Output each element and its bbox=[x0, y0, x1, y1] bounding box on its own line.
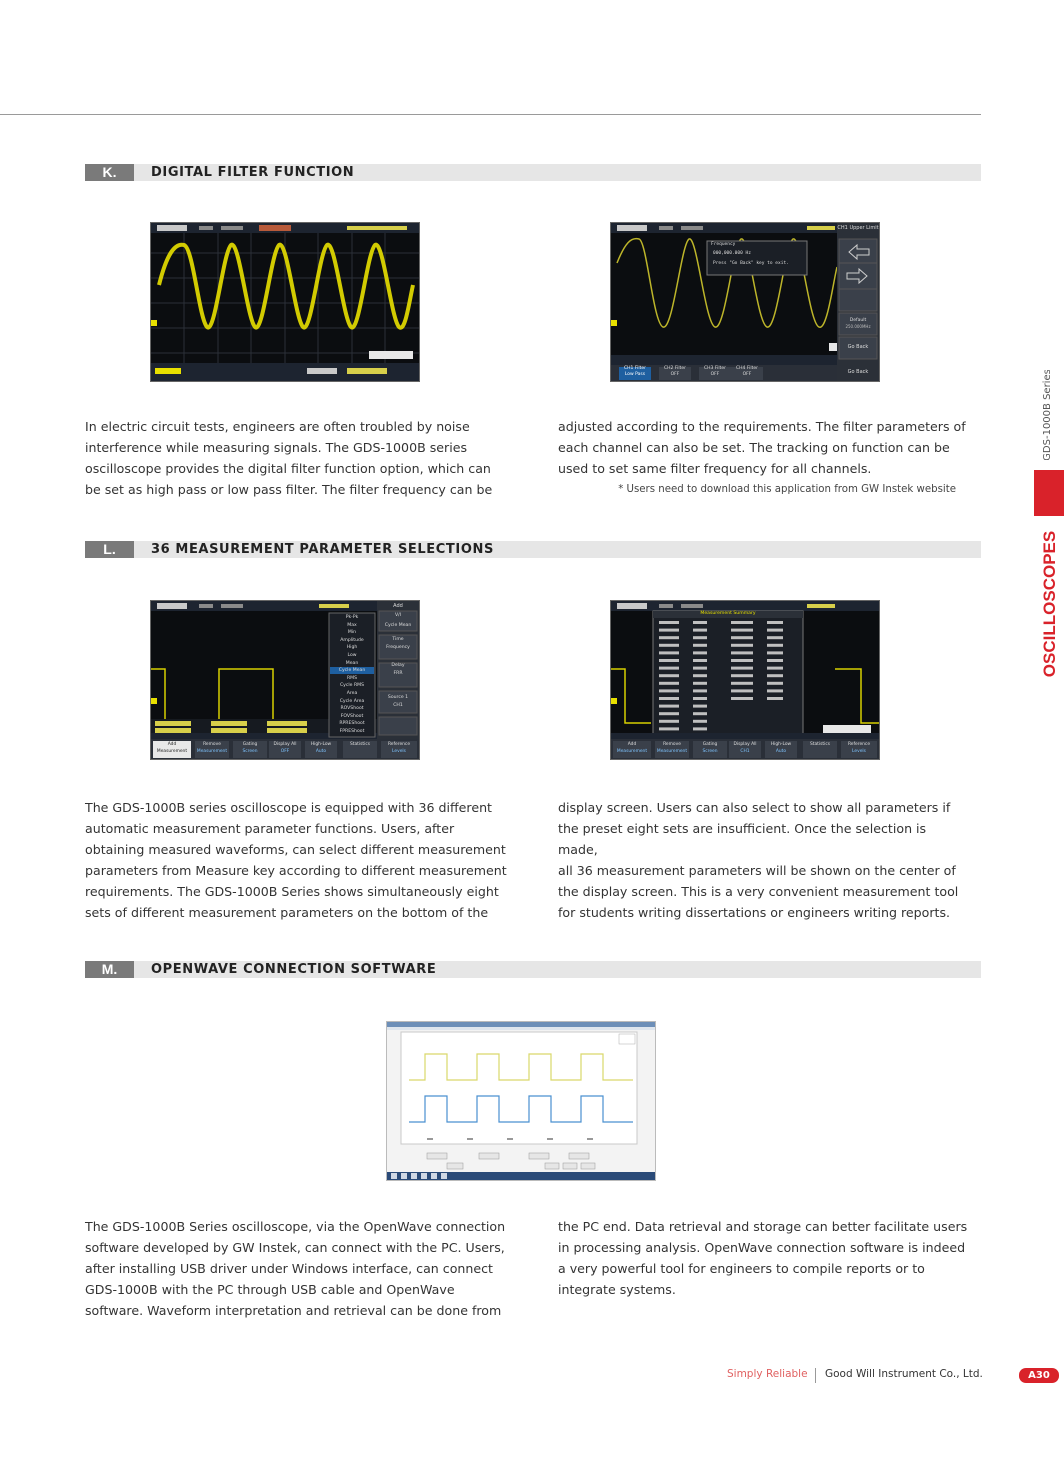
measure-item: Mean bbox=[345, 660, 359, 666]
softkey bbox=[803, 742, 837, 749]
default-value: 250.000MHz bbox=[845, 324, 871, 329]
section-letter-k: K. bbox=[85, 164, 134, 181]
softkey-label: High-Low bbox=[770, 742, 792, 747]
text-line: be set as high pass or low pass filter. The filter frequency can be bbox=[85, 482, 493, 497]
text-line: automatic measurement parameter functions. Users, after bbox=[85, 821, 455, 836]
text-line: The GDS-1000B Series oscilloscope, via the OpenWave connection bbox=[85, 1219, 506, 1234]
softkey-label: Gating bbox=[702, 742, 718, 747]
summary-cell bbox=[693, 674, 707, 677]
summary-cell bbox=[731, 621, 753, 624]
text-line: parameters from Measure key according to different measurement bbox=[85, 863, 507, 878]
measure-item: Low bbox=[347, 652, 357, 658]
summary-cell bbox=[659, 705, 679, 708]
softkey bbox=[729, 742, 761, 755]
softkey bbox=[613, 742, 651, 755]
measure-side-label: V/I bbox=[394, 613, 402, 618]
summary-cell bbox=[731, 689, 753, 692]
text-line: display screen. Users can also select to show all parameters if bbox=[558, 800, 951, 815]
measure-item: ROVShoot bbox=[340, 706, 364, 712]
download-note: * Users need to download this application from GW Instek website bbox=[618, 484, 956, 495]
softkey-value: Levels bbox=[392, 748, 406, 754]
softkey-label: Add bbox=[167, 742, 177, 747]
section-k-left-text bbox=[85, 416, 525, 500]
measure-item: Amplitude bbox=[340, 637, 364, 643]
measure-bottom-keys bbox=[151, 741, 419, 758]
measure-side-label: Source 1 bbox=[387, 695, 409, 700]
summary-cell bbox=[659, 651, 679, 654]
softkey bbox=[765, 742, 797, 755]
softkey-value: Measurement bbox=[196, 748, 228, 754]
softkey bbox=[655, 742, 689, 755]
softkey bbox=[195, 742, 229, 755]
measure-item-list bbox=[329, 614, 375, 736]
softkey-label: Add bbox=[627, 742, 637, 747]
text-line: requirements. The GDS-1000B Series shows simultaneously eight bbox=[85, 884, 499, 899]
softkey-value: Measurement bbox=[616, 748, 648, 754]
measure-side-label: Delay bbox=[391, 663, 405, 668]
summary-cell bbox=[731, 629, 753, 632]
text-line: obtaining measured waveforms, can select different measurement bbox=[85, 842, 506, 857]
text-line: for students writing dissertations or engineers writing reports. bbox=[558, 905, 951, 920]
text-line: oscilloscope provides the digital filter function option, which can bbox=[85, 461, 491, 476]
summary-cell bbox=[693, 621, 707, 624]
summary-cell bbox=[659, 712, 679, 715]
softkey-value: OFF bbox=[280, 748, 290, 754]
summary-cell bbox=[767, 621, 783, 624]
summary-cell bbox=[693, 644, 707, 647]
summary-cell bbox=[693, 651, 707, 654]
summary-cell bbox=[659, 636, 679, 639]
measure-side-label: CH1 bbox=[393, 703, 403, 708]
softkey-value: Measurement bbox=[156, 748, 188, 754]
measure-item: Cycle RMS bbox=[339, 683, 365, 689]
series-side-label bbox=[1040, 370, 1054, 460]
summary-cell bbox=[659, 720, 679, 723]
softkey-label: Reference bbox=[387, 742, 411, 747]
softkey-label: Display All bbox=[273, 742, 297, 747]
softkey-value: Auto bbox=[315, 748, 327, 754]
measure-side-label: Frequency bbox=[386, 645, 410, 650]
section-l-right-text bbox=[558, 797, 968, 923]
text-line: The GDS-1000B series oscilloscope is equipped with 36 different bbox=[85, 800, 492, 815]
text-line: integrate systems. bbox=[558, 1282, 676, 1297]
softkey bbox=[693, 742, 727, 755]
summary-cell bbox=[731, 667, 753, 670]
measure-item: High bbox=[346, 645, 358, 651]
section-k-right-text bbox=[558, 416, 968, 479]
softkey bbox=[381, 742, 417, 755]
go-back-key: Go Back bbox=[847, 344, 869, 350]
softkey bbox=[233, 742, 267, 755]
softkey-value: Auto bbox=[775, 748, 787, 754]
measure-item: FPREShoot bbox=[339, 728, 365, 734]
softkey bbox=[841, 742, 877, 755]
ch1-filter-key: CH1 Filter Low Pass bbox=[624, 366, 646, 377]
summary-cell bbox=[693, 727, 707, 730]
summary-cell bbox=[693, 720, 707, 723]
softkey bbox=[343, 742, 377, 749]
measure-side-label: Time bbox=[392, 637, 404, 642]
measure-item: Area bbox=[346, 690, 358, 696]
measure-item: FOVShoot bbox=[340, 713, 364, 719]
summary-cell bbox=[731, 651, 753, 654]
ch4-filter-key: CH4 Filter OFF bbox=[736, 366, 758, 377]
softkey-value: Screen bbox=[242, 748, 258, 754]
measure-side-label: Cycle Mean bbox=[384, 623, 412, 628]
footer-tagline: Simply Reliable bbox=[727, 1368, 808, 1380]
summary-cell bbox=[731, 644, 753, 647]
ch2-filter-key: CH2 Filter OFF bbox=[664, 366, 686, 377]
section-letter-m: M. bbox=[85, 961, 134, 978]
scope-screenshot-filter-settings bbox=[610, 222, 880, 382]
summary-cell bbox=[693, 689, 707, 692]
text-line: adjusted according to the requirements. The filter parameters of bbox=[558, 419, 966, 434]
summary-cell bbox=[659, 644, 679, 647]
summary-cell bbox=[731, 674, 753, 677]
text-line: the PC end. Data retrieval and storage can better facilitate users bbox=[558, 1219, 968, 1234]
softkey-label: High-Low bbox=[310, 742, 332, 747]
text-line: interference while measuring signals. The GDS-1000B series bbox=[85, 440, 468, 455]
softkey-label: Statistics bbox=[349, 742, 371, 747]
summary-cell bbox=[767, 651, 783, 654]
summary-cell bbox=[731, 682, 753, 685]
ch3-filter-key: CH3 Filter OFF bbox=[704, 366, 726, 377]
softkey-label: Remove bbox=[663, 742, 681, 747]
summary-bottom-keys bbox=[611, 741, 879, 758]
softkey-value: Levels bbox=[852, 748, 866, 754]
summary-cell bbox=[659, 682, 679, 685]
summary-cell bbox=[659, 621, 679, 624]
summary-cell bbox=[659, 697, 679, 700]
summary-cell bbox=[693, 629, 707, 632]
text-line: software developed by GW Instek, can connect with the PC. Users, bbox=[85, 1240, 505, 1255]
summary-cell bbox=[659, 629, 679, 632]
summary-cell bbox=[659, 689, 679, 692]
footer-company: Good Will Instrument Co., Ltd. bbox=[825, 1368, 983, 1380]
softkey-label: Remove bbox=[203, 742, 221, 747]
dialog-value: 000,000.000 Hz bbox=[713, 251, 751, 256]
measure-menu-header: Add bbox=[393, 603, 403, 609]
text-line: after installing USB driver under Windows interface, can connect bbox=[85, 1261, 493, 1276]
summary-cell bbox=[693, 682, 707, 685]
summary-cell bbox=[693, 659, 707, 662]
summary-cell bbox=[693, 697, 707, 700]
measure-item: RPREShoot bbox=[339, 721, 365, 727]
summary-cell bbox=[767, 689, 783, 692]
text-line: In electric circuit tests, engineers are often troubled by noise bbox=[85, 419, 470, 434]
section-title-m: OPENWAVE CONNECTION SOFTWARE bbox=[151, 962, 437, 977]
softkey-label: Statistics bbox=[809, 742, 831, 747]
text-line: each channel can also be set. The tracking on function can be bbox=[558, 440, 950, 455]
top-rule bbox=[0, 114, 981, 115]
summary-cell bbox=[767, 644, 783, 647]
softkey-value: Screen bbox=[702, 748, 718, 754]
category-tab bbox=[1034, 470, 1064, 516]
text-line: a very powerful tool for engineers to compile reports or to bbox=[558, 1261, 925, 1276]
softkey-label: Reference bbox=[847, 742, 871, 747]
summary-title: Measurement Summary bbox=[700, 611, 756, 616]
series-text: GDS-1000B Series bbox=[1042, 370, 1053, 460]
category-text: OSCILLOSCOPES bbox=[1040, 530, 1059, 678]
text-line: sets of different measurement parameters on the bottom of the bbox=[85, 905, 489, 920]
text-line: the display screen. This is a very convenient measurement tool bbox=[558, 884, 959, 899]
summary-cell bbox=[659, 674, 679, 677]
category-side-label bbox=[1034, 528, 1064, 680]
scope-screenshot-filter-before bbox=[150, 222, 420, 382]
text-line: software. Waveform interpretation and retrieval can be done from bbox=[85, 1303, 502, 1318]
softkey bbox=[305, 742, 337, 755]
text-line: GDS-1000B with the PC through USB cable and OpenWave bbox=[85, 1282, 455, 1297]
softkey-label: Display All bbox=[733, 742, 757, 747]
text-line: all 36 measurement parameters will be shown on the center of bbox=[558, 863, 956, 878]
section-m-right-text bbox=[558, 1216, 968, 1300]
section-letter-l: L. bbox=[85, 541, 134, 558]
measure-item: RMS bbox=[346, 675, 358, 681]
summary-cell bbox=[767, 629, 783, 632]
softkey-value: Measurement bbox=[656, 748, 688, 754]
summary-cell bbox=[659, 727, 679, 730]
text-line: in processing analysis. OpenWave connection software is indeed bbox=[558, 1240, 966, 1255]
section-l-left-text bbox=[85, 797, 525, 923]
summary-cell bbox=[693, 636, 707, 639]
summary-cell bbox=[767, 659, 783, 662]
measure-side-label: FRR bbox=[393, 671, 403, 676]
measure-item: Cycle Mean bbox=[338, 668, 366, 674]
text-line: the preset eight sets are insufficient. Once the selection is made, bbox=[558, 821, 927, 857]
openwave-software-screenshot bbox=[386, 1021, 656, 1181]
dialog-hint: Press "Go Back" key to exit. bbox=[713, 261, 789, 266]
dialog-title: Frequency bbox=[711, 242, 736, 247]
footer-divider bbox=[815, 1368, 816, 1383]
softkey-label: Gating bbox=[242, 742, 258, 747]
summary-cell bbox=[731, 697, 753, 700]
softkey bbox=[269, 742, 301, 755]
summary-cell bbox=[767, 667, 783, 670]
measure-item: Pk-Pk bbox=[345, 615, 359, 620]
section-m-left-text bbox=[85, 1216, 525, 1321]
section-title-l: 36 MEASUREMENT PARAMETER SELECTIONS bbox=[151, 542, 494, 557]
softkey bbox=[153, 742, 191, 755]
summary-cell bbox=[731, 659, 753, 662]
summary-cell bbox=[767, 697, 783, 700]
scope-screenshot-measure-menu bbox=[150, 600, 420, 760]
summary-cell bbox=[767, 682, 783, 685]
summary-cell bbox=[659, 667, 679, 670]
summary-cell bbox=[693, 712, 707, 715]
summary-cell bbox=[767, 674, 783, 677]
page-number-badge: A30 bbox=[1019, 1368, 1059, 1383]
measure-item: Cycle Area bbox=[339, 698, 365, 704]
scope-screenshot-measure-summary bbox=[610, 600, 880, 760]
summary-cell bbox=[767, 636, 783, 639]
text-line: used to set same filter frequency for all channels. bbox=[558, 461, 872, 476]
summary-cell bbox=[659, 659, 679, 662]
summary-cell bbox=[693, 667, 707, 670]
menu-title: CH1 Upper Limit bbox=[837, 225, 879, 231]
summary-cell bbox=[731, 636, 753, 639]
section-title-k: DIGITAL FILTER FUNCTION bbox=[151, 165, 355, 180]
measure-item: Max bbox=[347, 622, 357, 628]
bottom-go-back-key: Go Back bbox=[847, 369, 869, 375]
measure-item: Min bbox=[347, 630, 357, 636]
default-label: Default bbox=[849, 318, 867, 323]
softkey-value: CH1 bbox=[740, 748, 750, 754]
summary-cell bbox=[693, 705, 707, 708]
